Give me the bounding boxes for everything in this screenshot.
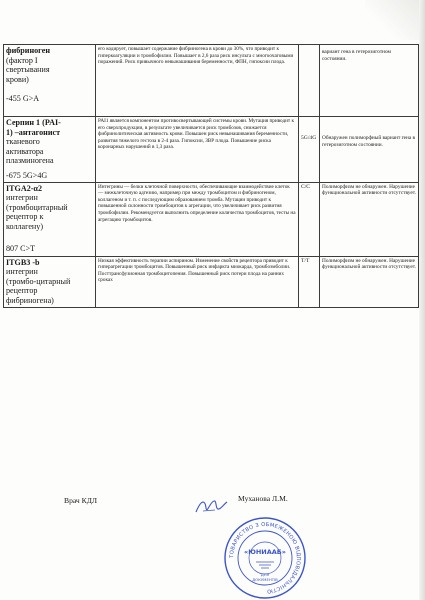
doctor-role: Врач КДЛ (64, 496, 98, 505)
gene-name-line: фибриногена) (6, 295, 54, 305)
gene-name-line: свертывания (6, 65, 50, 75)
description-cell: его кодирует, повышает содержание фибриногена в крови до 30%, что приводит к гиперкоагуляции и тромбофилии. Повышает в 2,6 раза риск инсульта с многоочаговыми поражений. Риск привычного невынашивания беременности, ФПН, гипоксии плода. (96, 45, 299, 117)
gene-name-line: активатора (6, 146, 44, 156)
gene-variant: -675 5G>4G (6, 170, 48, 180)
gene-name-line: интегрин (6, 193, 38, 203)
gene-cell (4, 182, 96, 256)
gene-variant: 807 C>T (6, 243, 36, 253)
gene-name-line: интегрин (6, 267, 38, 277)
gene-name-line: плазминогена (6, 156, 54, 166)
genotype-cell: 5G/4G (299, 117, 320, 183)
gene-name-line: крови) (6, 74, 29, 84)
doctor-name: Муханова Л.М. (238, 494, 288, 503)
table-row (4, 45, 419, 117)
genetic-results-table (3, 44, 419, 308)
description-cell: Интегрины — белки клеточной поверхности, обеспечивающие взаимодействие клеток — межклеточную адгезию, например при между тромбоцитом и фибриногеном, коллагеном и т. п. с последующим образованием тромба. Мутации приводит к повышенной склонности тромбоцитов к агрегации, что увеличивает риск развития тромбофилии. Рекомендуется выполнить определение количества тромбоцитов, тесты на агрегацию тромбоцитов. (96, 182, 299, 256)
gene-name-line: рецептор (6, 286, 38, 296)
conclusion-cell: Обнаружен полиморфный вариант гена в гетерозиготном состоянии. (320, 117, 419, 183)
gene-name-line: (тромбо-цитарный (6, 276, 71, 286)
table-row (4, 182, 419, 256)
gene-name-line: ITGB3 -b (6, 257, 40, 267)
handwritten-signature (193, 496, 229, 518)
conclusion-cell: Полиморфизм не обнаружен. Нарушение функциональной активности отсутствует. (320, 182, 419, 256)
svg-text:ДЛЯ: ДЛЯ (260, 572, 270, 577)
svg-text:«ЮНИААБ»: «ЮНИААБ» (244, 548, 286, 556)
gene-name-line: (фактор I (6, 55, 38, 65)
gene-name-line: коллагену) (6, 221, 44, 231)
genotype-cell (299, 45, 320, 117)
table-row (4, 117, 419, 183)
description-cell: Низкая эффективность терапии аспирином. Изменение свойств рецептора приводит к гиперагрегации тромбоцитов. Повышенный риск инфаркта миокарда, тромбоэмболии. Посттрансфузионная тромбоцитопения. Повышенный риск потери плода на ранних сроках (96, 256, 299, 307)
gene-name-line: 1) –антагонист (6, 127, 61, 137)
svg-text:ТОВАРИСТВО З ОБМЕЖЕНОЮ ВІДПОВІ: ТОВАРИСТВО З ОБМЕЖЕНОЮ ВІДПОВІДАЛЬНІСТЮ (228, 521, 302, 595)
gene-name-line: (тромбоцитарный (6, 202, 68, 212)
genotype-cell: C/C (299, 182, 320, 256)
conclusion-cell: Полиморфизм не обнаружен. Нарушение функциональной активности отсутствует. (320, 256, 419, 307)
page-edge-shadow (419, 0, 425, 600)
gene-name-line: рецептор к (6, 212, 44, 222)
description-cell: PAI1 является компонентом противосвертывающей системы крови. Мутация приводит к его сверхпродукции, в результате увеличивается риск тромбозов, снижается фибринолитическая активность крови. Повышен риск невынашивания беременности, развития тяжелого гестоза в 2-4 раза. Гипоксии, ЗВР плода. Повышение риска коронарных нарушений в 1,3 раза. (96, 117, 299, 183)
gene-name-line: тканевого (6, 137, 40, 147)
table-row (4, 256, 419, 307)
svg-text:ДОКУМЕНТІВ: ДОКУМЕНТІВ (252, 577, 278, 582)
gene-cell (4, 117, 96, 183)
conclusion-cell: вариант гена в гетерозиготном состоянии. (320, 45, 419, 117)
page-corner-shadow (365, 0, 425, 40)
genotype-cell: T/T (299, 256, 320, 307)
gene-name-line: ITGA2-α2 (6, 183, 42, 193)
gene-variant: -455 G>A (6, 94, 40, 104)
gene-cell (4, 256, 96, 307)
gene-cell (4, 45, 96, 117)
gene-name-line: Серпин 1 (PAI- (6, 118, 61, 127)
organization-stamp (223, 516, 307, 600)
gene-name-line: фибриноген (6, 46, 51, 55)
